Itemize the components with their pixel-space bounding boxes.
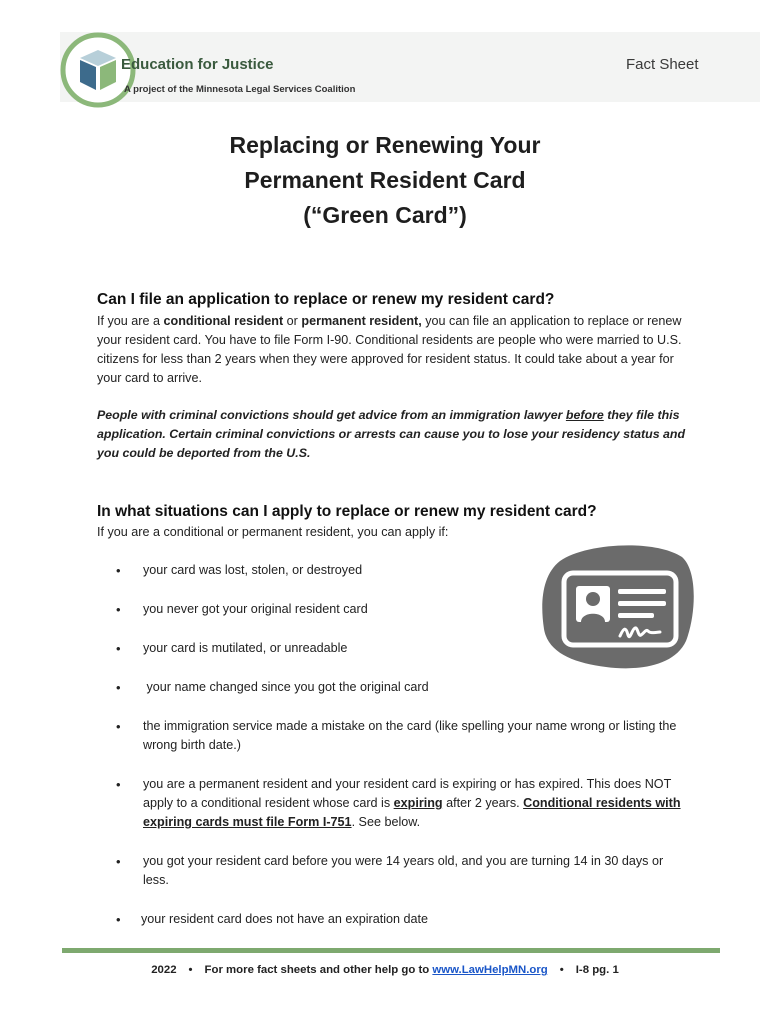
page-footer bbox=[0, 964, 770, 976]
emphasis-form-i751: Conditional residents with expiring cards must file Form I-751 bbox=[143, 796, 681, 829]
title-line-3: (“Green Card”) bbox=[303, 202, 467, 228]
section-2-intro: If you are a conditional or permanent resident, you can apply if: bbox=[97, 525, 449, 539]
section-1-heading: Can I file an application to replace or renew my resident card? bbox=[97, 291, 555, 308]
list-item-text: you never got your original resident card bbox=[143, 602, 368, 616]
brand-tagline: A project of the Minnesota Legal Services Coalition bbox=[124, 84, 356, 95]
list-item-text: your name changed since you got the original card bbox=[143, 680, 429, 694]
page-number: I-8 pg. 1 bbox=[575, 964, 619, 976]
text-run: they file this application. Certain criminal convictions or arrests can cause you to lose your residency status and you could be deported from the U.S. bbox=[97, 408, 686, 460]
text-run: you are a permanent resident and your resident card is expiring or has expired. This does NOT apply to a conditional resident whose card is bbox=[143, 777, 672, 810]
eligibility-list bbox=[116, 561, 686, 929]
bullet-icon: • bbox=[116, 854, 121, 869]
footer-separator: • bbox=[559, 964, 564, 976]
footer-text: For more fact sheets and other help go to bbox=[204, 964, 433, 976]
document-type-label: Fact Sheet bbox=[626, 56, 699, 73]
section-1-paragraph bbox=[97, 312, 687, 388]
list-item-text: your card is mutilated, or unreadable bbox=[143, 641, 348, 655]
list-item bbox=[116, 639, 686, 658]
text-run: or bbox=[283, 314, 302, 328]
bullet-icon: • bbox=[116, 680, 121, 695]
list-item bbox=[116, 852, 686, 890]
title-line-2: Permanent Resident Card bbox=[244, 167, 526, 193]
list-item-text bbox=[143, 777, 681, 829]
lawhelpmn-link[interactable]: www.LawHelpMN.org bbox=[432, 964, 548, 976]
text-run: after 2 years. bbox=[442, 796, 524, 810]
text-run: . See below. bbox=[351, 815, 421, 829]
term-permanent-resident: permanent resident, bbox=[301, 314, 422, 328]
bullet-icon: • bbox=[116, 602, 121, 617]
criminal-conviction-warning bbox=[97, 406, 687, 463]
title-line-1: Replacing or Renewing Your bbox=[229, 132, 541, 158]
list-item-text: your card was lost, stolen, or destroyed bbox=[143, 563, 363, 577]
bullet-icon: • bbox=[116, 912, 121, 927]
list-item bbox=[116, 717, 686, 755]
list-item bbox=[116, 600, 686, 619]
list-item-text: you got your resident card before you were 14 years old, and you are turning 14 in 30 days or less. bbox=[143, 854, 664, 887]
text-run: People with criminal convictions should get advice from an immigration lawyer bbox=[97, 408, 566, 422]
page-title bbox=[0, 128, 770, 233]
bullet-icon: • bbox=[116, 719, 121, 734]
bullet-icon: • bbox=[116, 563, 121, 578]
list-item-text: the immigration service made a mistake on the card (like spelling your name wrong or listing the wrong birth date.) bbox=[143, 719, 677, 752]
bullet-icon: • bbox=[116, 641, 121, 656]
list-item-text: your resident card does not have an expiration date bbox=[141, 912, 429, 926]
section-2-heading: In what situations can I apply to replace or renew my resident card? bbox=[97, 503, 597, 520]
list-item bbox=[116, 678, 686, 697]
footer-divider bbox=[62, 948, 720, 953]
emphasis-before: before bbox=[565, 408, 604, 422]
footer-year: 2022 bbox=[151, 964, 177, 976]
footer-separator: • bbox=[188, 964, 193, 976]
term-conditional-resident: conditional resident bbox=[163, 314, 284, 328]
emphasis-expiring: expiring bbox=[393, 796, 443, 810]
list-item bbox=[116, 910, 686, 929]
text-run: If you are a bbox=[97, 314, 164, 328]
list-item bbox=[116, 561, 686, 580]
text-run: you can file an application to replace or renew your resident card. You have to file Form I-90. Conditional residents are people who were married to U.S. citizens for less than 2 years when they were approved for resident status. It could take about a year for your card to arrive. bbox=[97, 314, 682, 385]
list-item bbox=[116, 775, 686, 832]
brand-name: Education for Justice bbox=[121, 56, 274, 73]
bullet-icon: • bbox=[116, 777, 121, 792]
